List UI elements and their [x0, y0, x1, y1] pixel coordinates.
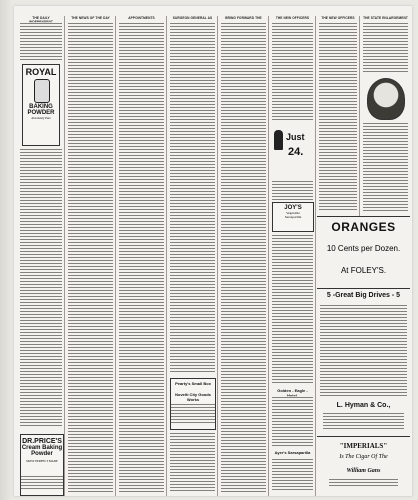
article-text [170, 22, 215, 372]
binding-spine [0, 0, 14, 500]
article-text [319, 22, 357, 212]
article-text [170, 432, 215, 492]
column-heading: THE NEWS OF THE DAY [71, 16, 110, 20]
drives-title: 5 -Great Big Drives - 5 [326, 292, 401, 299]
column-rule [64, 16, 65, 496]
column-4 [170, 16, 215, 496]
ad-line: Vegetable [286, 211, 300, 215]
ad-text [323, 412, 404, 430]
newspaper-page [14, 6, 412, 496]
column-heading: SURGEON GENERAL AS [172, 16, 213, 20]
column-heading: THE NEW OFFICERS [321, 16, 355, 20]
column-rule [115, 16, 116, 496]
ad-title: JOY'S [284, 205, 302, 211]
imperials-subtitle: Is The Cigar Of The [339, 454, 388, 460]
ad-line: BAKING [29, 104, 53, 110]
article-text [272, 396, 313, 446]
article-text [119, 22, 164, 492]
ad-title-number: 24. [288, 146, 304, 158]
column-heading: BRING FORWARD THE [225, 16, 262, 20]
article-text [272, 180, 313, 200]
ad-title: DR.PRICE'S [22, 438, 62, 445]
ad-line: POWDER [27, 110, 55, 116]
william-gans-title: William Gans [346, 468, 381, 474]
article-text [221, 22, 266, 492]
ad-title: ROYAL [25, 67, 57, 77]
ad-subline: Absolutely Pure [31, 116, 51, 120]
oranges-price: 10 Cents per Dozen. [326, 244, 401, 253]
ad-text [320, 304, 407, 398]
just-24-ad [272, 126, 312, 176]
ad-line: Sarsaparilla [284, 215, 302, 219]
ad-text [171, 403, 215, 425]
ad-line: Novelti City Goods Works [175, 392, 211, 402]
column-5 [221, 16, 266, 496]
column-7 [319, 16, 357, 216]
column-heading: APPOINTMENTS [128, 16, 155, 20]
article-text [363, 122, 408, 212]
golden-eagle-hotel-title: Golden - Eagle - [277, 388, 308, 393]
ad-subline: MOST PERFECT MADE [26, 459, 58, 463]
boy-portrait-icon [367, 78, 405, 120]
article-text [68, 22, 113, 492]
column-6 [272, 16, 313, 496]
column-heading: THE NEW OFFICERS [275, 16, 310, 20]
sarsaparilla-title: Ayer's Sarsaparilla [274, 450, 311, 455]
oranges-title: ORANGES [331, 220, 396, 234]
column-2 [68, 16, 113, 496]
column-rule [268, 16, 269, 496]
ad-text [329, 478, 398, 488]
foleys-ad-block [317, 216, 410, 496]
royal-baking-powder-ad [22, 64, 60, 146]
ad-text [21, 475, 63, 491]
hyman-title: L. Hyman & Co., [336, 402, 391, 409]
column-heading: THE STATE ENLARGEMENT [363, 16, 408, 20]
article-text [20, 22, 62, 60]
article-text [272, 234, 313, 384]
column-rule [217, 16, 218, 496]
column-8 [363, 16, 408, 216]
ad-title: Pearty's Small Box [175, 381, 211, 386]
dr-prices-ad [20, 434, 64, 496]
column-heading: THE DAILY [32, 16, 50, 20]
joys-ad [272, 202, 314, 232]
figure-icon [274, 130, 283, 150]
article-text [272, 458, 313, 492]
column-3 [119, 16, 164, 496]
column-1 [20, 16, 62, 496]
powder-can-icon [34, 79, 50, 103]
column-rule [166, 16, 167, 496]
pearty-ad [170, 378, 216, 430]
imperials-title: "IMPERIALS" [339, 442, 388, 450]
ad-line: Cream Baking [21, 445, 63, 451]
ad-line: Powder [31, 451, 53, 457]
article-text [272, 22, 313, 122]
article-text [20, 148, 62, 428]
article-text [363, 22, 408, 74]
column-rule [315, 16, 316, 496]
ad-title: Just [286, 132, 305, 142]
oranges-store: At FOLEY'S. [340, 266, 387, 275]
